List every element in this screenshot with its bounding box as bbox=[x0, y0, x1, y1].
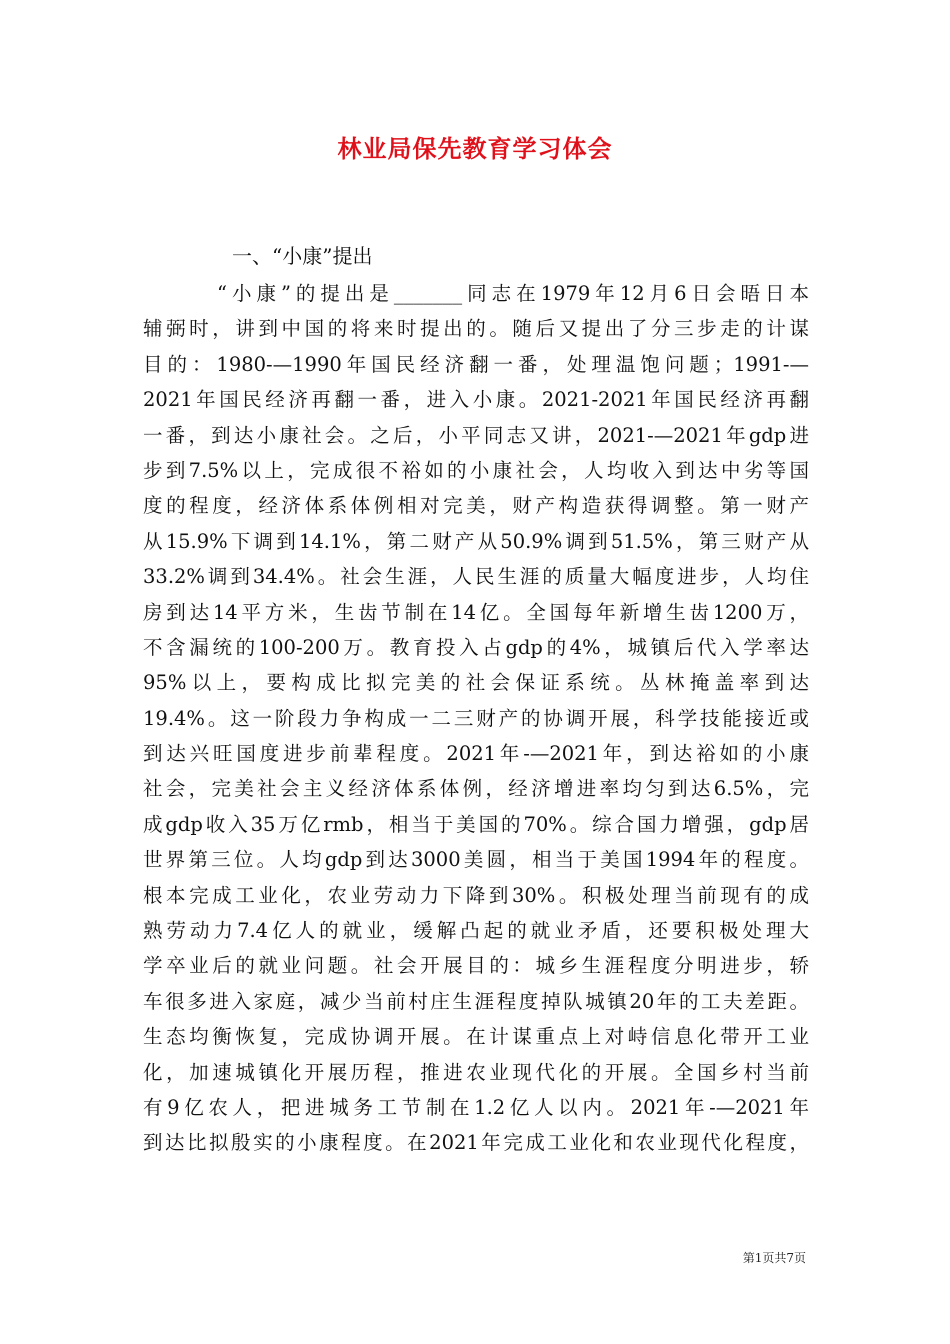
text-line: 一番，到达小康社会。之后，小平同志又讲，2021-—2021年gdp进 bbox=[143, 423, 809, 447]
text-line: 根本完成工业化，农业劳动力下降到30%。积极处理当前现有的成 bbox=[143, 883, 809, 907]
text-line: 辅弼时，讲到中国的将来时提出的。随后又提出了分三步走的计谋 bbox=[143, 317, 809, 341]
text-line: 世界第三位。人均gdp到达3000美圆，相当于美国1994年的程度。 bbox=[143, 848, 809, 872]
text-line: 成gdp收入35万亿rmb，相当于美国的70%。综合国力增强，gdp居 bbox=[143, 812, 809, 836]
text-line: 目的：1980-—1990年国民经济翻一番，处理温饱问题；1991-— bbox=[143, 352, 809, 376]
body-paragraph bbox=[143, 276, 809, 1161]
text-line: 从15.9%下调到14.1%，第二财产从50.9%调到51.5%，第三财产从 bbox=[143, 529, 809, 553]
text-line: 33.2%调到34.4%。社会生涯，人民生涯的质量大幅度进步，人均住 bbox=[143, 565, 809, 589]
text-line: 化，加速城镇化开展历程，推进农业现代化的开展。全国乡村当前 bbox=[143, 1060, 809, 1084]
text-line: 熟劳动力7.4亿人的就业，缓解凸起的就业矛盾，还要积极处理大 bbox=[143, 919, 809, 943]
text-line: 2021年国民经济再翻一番，进入小康。2021-2021年国民经济再翻 bbox=[143, 388, 809, 412]
text-line: 不含漏统的100-200万。教育投入占gdp的4%，城镇后代入学率达 bbox=[143, 635, 809, 659]
text-line: 学卒业后的就业问题。社会开展目的：城乡生涯程度分明进步，轿 bbox=[143, 954, 809, 978]
section-heading: 一、“小康”提出 bbox=[232, 244, 373, 268]
text-line: “小康”的提出是_______同志在1979年12月6日会晤日本 bbox=[217, 282, 809, 305]
text-line: 度的程度，经济体系体例相对完美，财产构造获得调整。第一财产 bbox=[143, 494, 809, 518]
text-line: 到达兴旺国度进步前辈程度。2021年-—2021年，到达裕如的小康 bbox=[143, 742, 809, 766]
text-line: 步到7.5%以上，完成很不裕如的小康社会，人均收入到达中劣等国 bbox=[143, 458, 809, 482]
page-number: 第1页共7页 bbox=[742, 1251, 806, 1265]
text-line: 生态均衡恢复，完成协调开展。在计谋重点上对峙信息化带开工业 bbox=[143, 1025, 809, 1049]
text-line: 有9亿农人，把进城务工节制在1.2亿人以内。2021年-—2021年 bbox=[143, 1095, 809, 1119]
text-line: 房到达14平方米，生齿节制在14亿。全国每年新增生齿1200万， bbox=[143, 600, 809, 624]
text-line: 社会，完美社会主义经济体系体例，经济增进率均匀到达6.5%，完 bbox=[143, 777, 809, 801]
text-line: 19.4%。这一阶段力争构成一二三财产的协调开展，科学技能接近或 bbox=[143, 706, 809, 730]
text-line: 95%以上，要构成比拟完美的社会保证系统。丛林掩盖率到达 bbox=[143, 671, 809, 695]
text-line: 车很多进入家庭，减少当前村庄生涯程度掉队城镇20年的工夫差距。 bbox=[143, 989, 809, 1013]
document-title: 林业局保先教育学习体会 bbox=[337, 135, 613, 163]
text-line: 到达比拟殷实的小康程度。在2021年完成工业化和农业现代化程度， bbox=[143, 1131, 809, 1155]
